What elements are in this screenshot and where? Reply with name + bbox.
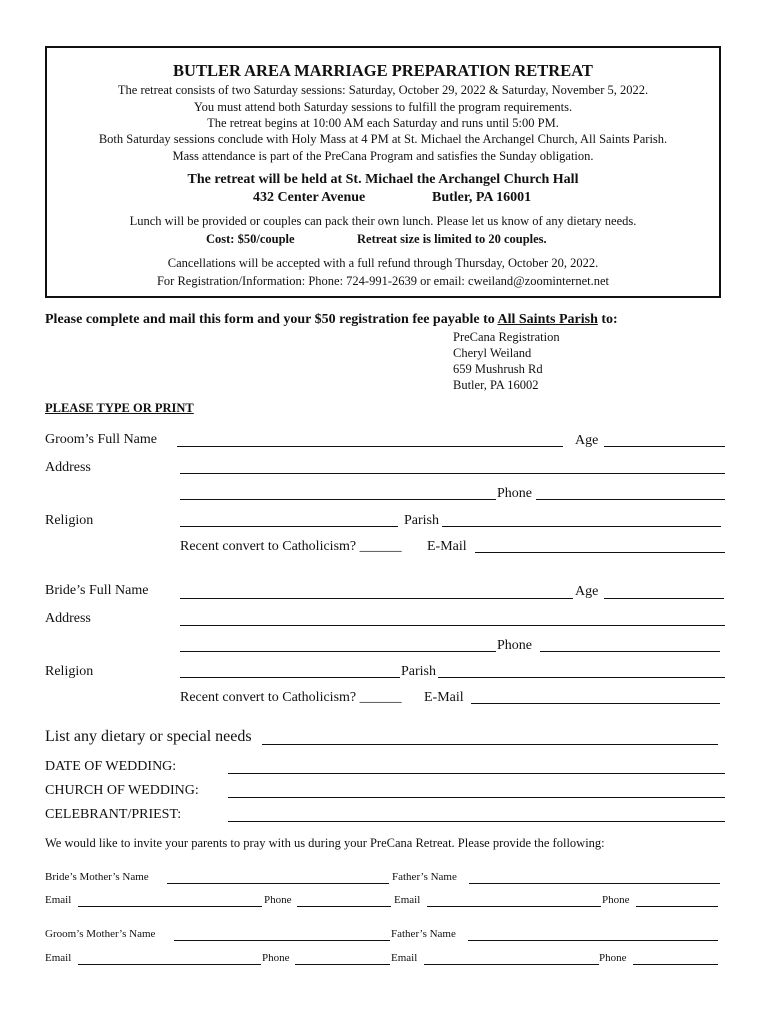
bride-name-label: Bride’s Full Name [45,583,149,598]
celebrant-label: CELEBRANT/PRIEST: [45,807,182,822]
bride-address-field-2[interactable] [180,651,496,652]
bride-address-label: Address [45,611,91,626]
groom-address-field[interactable] [180,473,725,474]
groom-phone-field[interactable] [536,499,725,500]
size-limit-text: Retreat size is limited to 20 couples. [357,232,547,246]
mail-address-line: PreCana Registration [453,330,560,344]
groom-parish-label: Parish [404,513,439,528]
retreat-title: BUTLER AREA MARRIAGE PREPARATION RETREAT [173,61,593,80]
bride-parish-label: Parish [401,664,436,679]
brides-father-label: Father’s Name [392,871,457,883]
attendance-text: You must attend both Saturday sessions to fulfill the program requirements. [193,100,573,114]
celebrant-field[interactable] [228,821,725,822]
mass-text: Both Saturday sessions conclude with Holy Mass at 4 PM at St. Michael the Archangel Church, All Saints Parish. [98,132,668,146]
mail-instruction-suffix: to: [597,312,618,327]
dietary-field[interactable] [262,744,718,745]
groom-religion-field[interactable] [180,526,398,527]
payee-name: All Saints Parish [497,312,598,327]
groom-address-label: Address [45,460,91,475]
grooms-mother-field[interactable] [174,940,390,941]
mail-instruction [45,312,618,328]
brides-mother-email-label: Email [45,894,72,906]
groom-name-field[interactable] [177,446,563,447]
bride-phone-field[interactable] [540,651,720,652]
mail-address-line: Cheryl Weiland [453,346,532,360]
groom-age-label: Age [575,433,599,448]
grooms-father-label: Father’s Name [391,928,456,940]
sessions-text: The retreat consists of two Saturday sessions: Saturday, October 29, 2022 & Saturday, November 5, 2022. [117,83,649,97]
brides-father-email-label: Email [394,894,421,906]
brides-father-field[interactable] [469,883,720,884]
grooms-mother-phone-field[interactable] [295,964,390,965]
bride-religion-label: Religion [45,664,94,679]
groom-email-field[interactable] [475,552,725,553]
parents-invite-text: We would like to invite your parents to pray with us during your PreCana Retreat. Please provide the following: [45,836,605,850]
mail-address-line: Butler, PA 16002 [453,378,539,392]
brides-father-email-field[interactable] [427,906,601,907]
wedding-church-label: CHURCH OF WEDDING: [45,783,199,798]
time-text: The retreat begins at 10:00 AM each Saturday and runs until 5:00 PM. [207,116,559,130]
brides-mother-field[interactable] [167,883,389,884]
grooms-father-field[interactable] [468,940,718,941]
bride-convert-label: Recent convert to Catholicism? ______ [180,690,402,705]
grooms-mother-email-field[interactable] [78,964,261,965]
grooms-father-email-field[interactable] [424,964,599,965]
grooms-father-email-label: Email [391,952,418,964]
grooms-father-phone-field[interactable] [633,964,718,965]
lunch-text: Lunch will be provided or couples can pack their own lunch. Please let us know of any dietary needs. [129,214,637,228]
groom-email-label: E-Mail [427,539,467,554]
wedding-date-field[interactable] [228,773,725,774]
brides-father-phone-field[interactable] [636,906,718,907]
brides-father-phone-label: Phone [602,894,630,906]
location-city: Butler, PA 16001 [432,190,532,205]
bride-name-field[interactable] [180,598,573,599]
cost-text: Cost: $50/couple [206,232,295,246]
grooms-mother-phone-label: Phone [262,952,290,964]
bride-address-field[interactable] [180,625,725,626]
brides-mother-phone-field[interactable] [297,906,391,907]
mail-instruction-prefix: Please complete and mail this form and your $50 registration fee payable to [45,312,498,327]
groom-phone-label: Phone [497,486,532,501]
bride-age-label: Age [575,584,599,599]
retreat-info-box [45,46,721,298]
grooms-mother-label: Groom’s Mother’s Name [45,928,156,940]
mail-address-line: 659 Mushrush Rd [453,362,543,376]
brides-mother-label: Bride’s Mother’s Name [45,871,149,883]
bride-email-field[interactable] [471,703,720,704]
obligation-text: Mass attendance is part of the PreCana Program and satisfies the Sunday obligation. [172,149,594,163]
groom-convert-label: Recent convert to Catholicism? ______ [180,539,402,554]
groom-name-label: Groom’s Full Name [45,432,157,447]
groom-address-field-2[interactable] [180,499,496,500]
brides-mother-phone-label: Phone [264,894,292,906]
grooms-mother-email-label: Email [45,952,72,964]
bride-religion-field[interactable] [180,677,400,678]
location-street: 432 Center Avenue [253,190,366,205]
brides-mother-email-field[interactable] [78,906,262,907]
bride-email-label: E-Mail [424,690,464,705]
bride-parish-field[interactable] [438,677,725,678]
location-heading: The retreat will be held at St. Michael the Archangel Church Hall [187,172,579,187]
groom-religion-label: Religion [45,513,94,528]
cancellation-text: Cancellations will be accepted with a full refund through Thursday, October 20, 2022. [167,256,599,270]
wedding-date-label: DATE OF WEDDING: [45,759,177,774]
grooms-father-phone-label: Phone [599,952,627,964]
wedding-church-field[interactable] [228,797,725,798]
bride-phone-label: Phone [497,638,532,653]
dietary-label: List any dietary or special needs [45,728,252,745]
bride-age-field[interactable] [604,598,724,599]
type-or-print-label: PLEASE TYPE OR PRINT [45,401,194,415]
groom-age-field[interactable] [604,446,725,447]
groom-parish-field[interactable] [442,526,721,527]
contact-text: For Registration/Information: Phone: 724-991-2639 or email: cweiland@zoominternet.net [156,274,610,288]
